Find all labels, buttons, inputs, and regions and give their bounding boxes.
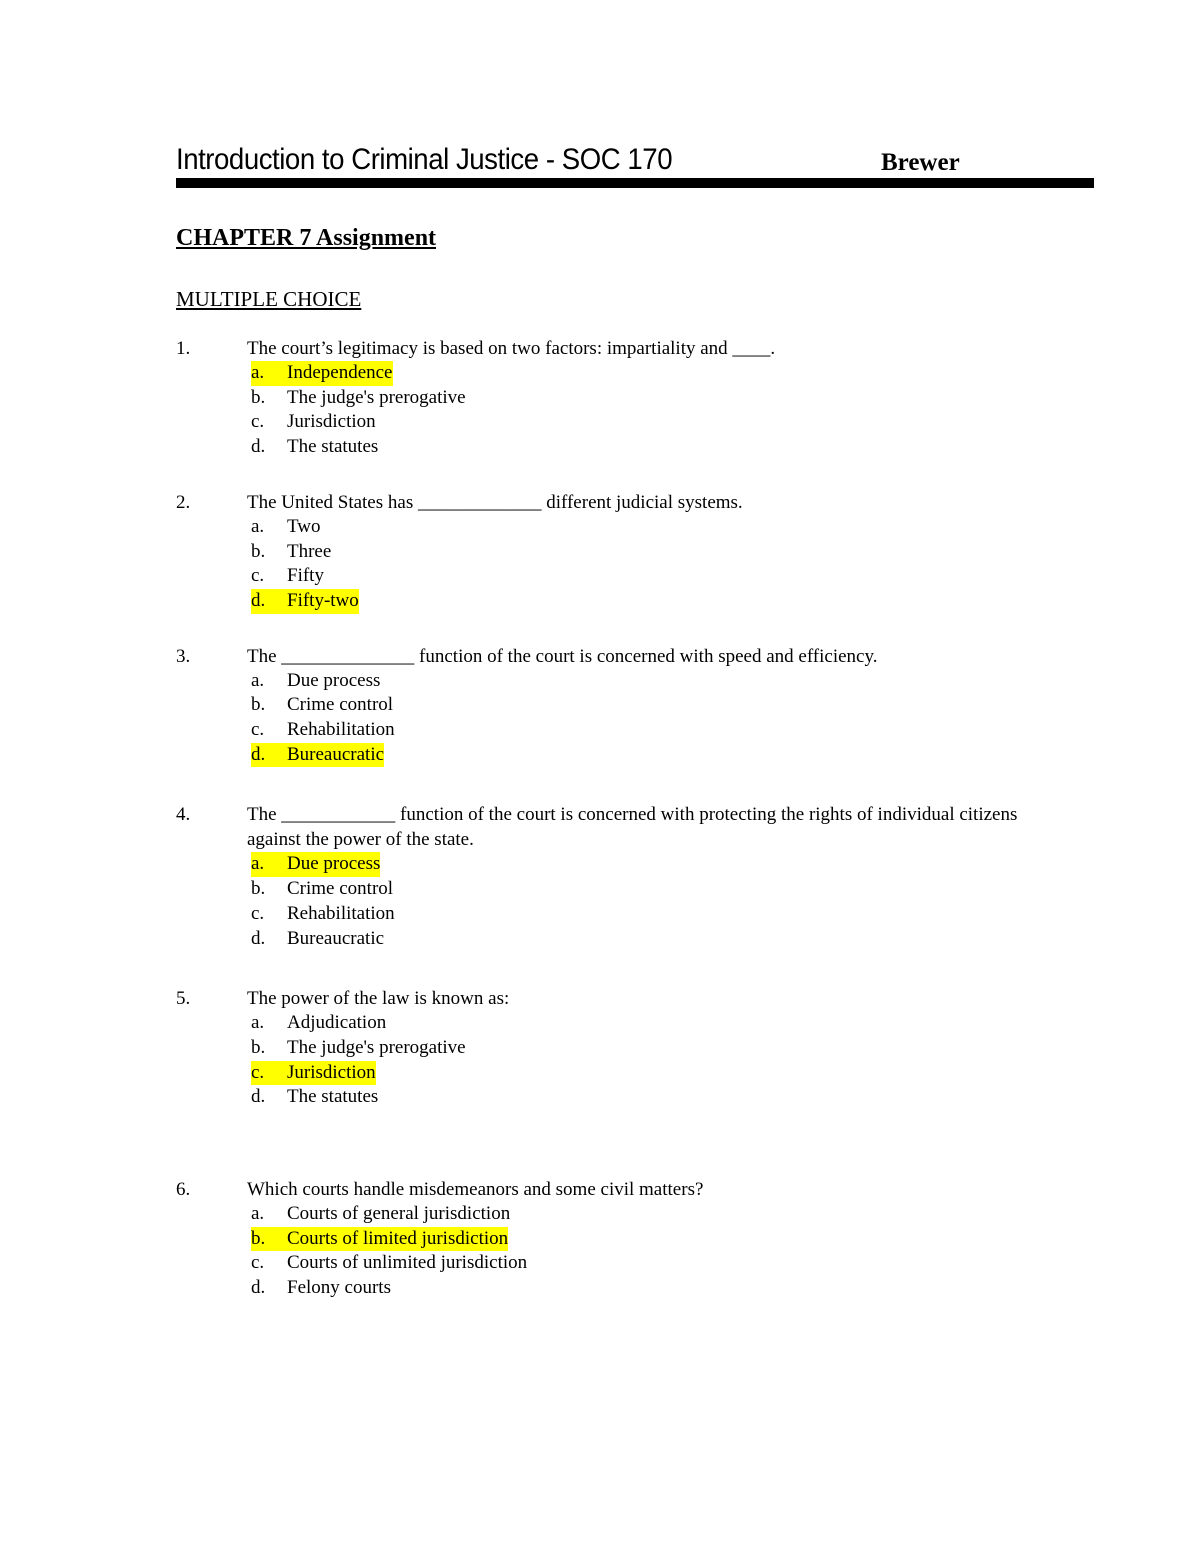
section-title: MULTIPLE CHOICE bbox=[176, 287, 362, 311]
answer-option-d bbox=[251, 435, 1076, 460]
question-number: 3. bbox=[176, 645, 191, 667]
question-number: 4. bbox=[176, 804, 191, 826]
option-text: Two bbox=[287, 515, 321, 537]
answer-option-a bbox=[251, 515, 1076, 540]
option-text: Courts of unlimited jurisdiction bbox=[287, 1252, 528, 1274]
answer bbox=[251, 1277, 391, 1298]
option-text: Rehabilitation bbox=[287, 719, 395, 741]
option-letter: b. bbox=[251, 1227, 266, 1249]
highlighted-answer bbox=[251, 361, 393, 386]
course-title: Introduction to Criminal Justice - SOC 170 bbox=[176, 143, 673, 176]
question-number: 2. bbox=[176, 491, 191, 513]
answer bbox=[251, 719, 395, 740]
highlighted-answer bbox=[251, 1061, 376, 1086]
answer bbox=[251, 670, 380, 691]
option-text: Crime control bbox=[287, 878, 394, 900]
option-letter: c. bbox=[251, 1061, 265, 1083]
instructor-name: Brewer bbox=[881, 149, 960, 176]
answer-options bbox=[176, 852, 1076, 951]
answer bbox=[251, 1012, 386, 1033]
option-letter: d. bbox=[251, 927, 266, 949]
option-letter: a. bbox=[251, 362, 265, 383]
answer bbox=[251, 878, 393, 899]
answer-option-a bbox=[251, 852, 1076, 877]
answer-option-a bbox=[251, 361, 1076, 386]
option-letter: d. bbox=[251, 1277, 266, 1299]
answer-option-a bbox=[251, 1011, 1076, 1036]
option-text: The statutes bbox=[287, 436, 379, 458]
option-text: Three bbox=[287, 540, 332, 562]
question-5 bbox=[176, 986, 1076, 1110]
answer-option-b bbox=[251, 540, 1076, 565]
answer bbox=[251, 541, 331, 562]
option-letter: a. bbox=[251, 515, 265, 537]
answer bbox=[251, 565, 324, 586]
answer-option-d bbox=[251, 1085, 1076, 1110]
option-text: Due process bbox=[287, 853, 381, 875]
option-text: The judge's prerogative bbox=[287, 1036, 466, 1058]
answer bbox=[251, 516, 321, 537]
answer-option-d bbox=[251, 589, 1076, 614]
answer-option-b bbox=[251, 386, 1076, 411]
answer bbox=[251, 903, 395, 924]
answer-options bbox=[176, 669, 1076, 768]
option-text: Adjudication bbox=[287, 1012, 387, 1034]
option-text: Fifty-two bbox=[287, 589, 359, 611]
question-1 bbox=[176, 336, 1076, 460]
option-text: Due process bbox=[287, 669, 381, 691]
option-letter: b. bbox=[251, 540, 266, 562]
answer-option-c bbox=[251, 902, 1076, 927]
answer-option-b bbox=[251, 877, 1076, 902]
question-4 bbox=[176, 802, 1076, 951]
answer bbox=[251, 1252, 527, 1273]
answer bbox=[251, 1086, 378, 1107]
option-letter: d. bbox=[251, 436, 266, 458]
answer bbox=[251, 436, 378, 457]
answer-option-b bbox=[251, 1036, 1076, 1061]
question-6 bbox=[176, 1177, 1076, 1301]
option-text: Fifty bbox=[287, 565, 324, 587]
question-number: 5. bbox=[176, 988, 191, 1010]
answer bbox=[251, 694, 393, 715]
option-letter: a. bbox=[251, 1203, 265, 1225]
answer-options bbox=[176, 1202, 1076, 1301]
question-2 bbox=[176, 490, 1076, 614]
option-letter: b. bbox=[251, 694, 266, 716]
option-letter: c. bbox=[251, 719, 265, 741]
option-letter: a. bbox=[251, 853, 265, 875]
option-text: Courts of general jurisdiction bbox=[287, 1203, 511, 1225]
option-text: Independence bbox=[287, 362, 393, 383]
answer bbox=[251, 928, 384, 949]
option-text: Jurisdiction bbox=[287, 1061, 376, 1083]
option-letter: a. bbox=[251, 1012, 265, 1034]
answer-option-c bbox=[251, 718, 1076, 743]
answer-option-c bbox=[251, 1061, 1076, 1086]
highlighted-answer bbox=[251, 743, 384, 768]
option-text: Bureaucratic bbox=[287, 743, 385, 765]
answer-options bbox=[176, 361, 1076, 460]
option-letter: b. bbox=[251, 878, 266, 900]
option-text: Bureaucratic bbox=[287, 927, 385, 949]
answer bbox=[251, 1037, 466, 1058]
option-text: Jurisdiction bbox=[287, 411, 376, 433]
highlighted-answer bbox=[251, 1227, 508, 1252]
question-number: 1. bbox=[176, 338, 191, 359]
question-text: The ______________ function of the court is concerned with speed and efficiency. bbox=[247, 645, 878, 667]
answer-option-b bbox=[251, 1227, 1076, 1252]
option-text: Crime control bbox=[287, 694, 394, 716]
answer-option-a bbox=[251, 669, 1076, 694]
question-number: 6. bbox=[176, 1179, 191, 1201]
answer-options bbox=[176, 1011, 1076, 1110]
option-letter: d. bbox=[251, 1086, 266, 1108]
option-letter: c. bbox=[251, 411, 265, 433]
answer-option-b bbox=[251, 693, 1076, 718]
option-text: The statutes bbox=[287, 1086, 379, 1108]
answer-option-c bbox=[251, 1251, 1076, 1276]
highlighted-answer bbox=[251, 589, 359, 614]
option-letter: d. bbox=[251, 589, 266, 611]
option-letter: a. bbox=[251, 669, 265, 691]
question-text: The ____________ function of the court is concerned with protecting the rights of individual citizens against the power of the state. bbox=[247, 804, 1018, 851]
question-text: The power of the law is known as: bbox=[247, 988, 510, 1010]
option-letter: c. bbox=[251, 1252, 265, 1274]
question-text: The court’s legitimacy is based on two factors: impartiality and ____. bbox=[247, 338, 776, 359]
answer-option-a bbox=[251, 1202, 1076, 1227]
option-letter: b. bbox=[251, 386, 266, 408]
answer-option-d bbox=[251, 743, 1076, 768]
question-text: The United States has _____________ different judicial systems. bbox=[247, 491, 743, 513]
option-letter: d. bbox=[251, 743, 266, 765]
option-text: Courts of limited jurisdiction bbox=[287, 1227, 509, 1249]
question-list bbox=[176, 336, 1076, 1301]
question-3 bbox=[176, 644, 1076, 768]
answer bbox=[251, 1203, 510, 1224]
chapter-title: CHAPTER 7 Assignment bbox=[176, 225, 437, 251]
highlighted-answer bbox=[251, 852, 380, 877]
answer-option-c bbox=[251, 410, 1076, 435]
option-letter: c. bbox=[251, 565, 265, 587]
answer-option-d bbox=[251, 1276, 1076, 1301]
answer bbox=[251, 411, 376, 432]
answer bbox=[251, 387, 466, 408]
option-letter: c. bbox=[251, 902, 265, 924]
header-divider bbox=[176, 178, 1094, 188]
answer-options bbox=[176, 515, 1076, 614]
question-text: Which courts handle misdemeanors and some civil matters? bbox=[247, 1179, 704, 1201]
option-text: Rehabilitation bbox=[287, 902, 395, 924]
option-letter: b. bbox=[251, 1036, 266, 1058]
option-text: The judge's prerogative bbox=[287, 386, 466, 408]
answer-option-c bbox=[251, 564, 1076, 589]
option-text: Felony courts bbox=[287, 1277, 391, 1299]
answer-option-d bbox=[251, 927, 1076, 952]
